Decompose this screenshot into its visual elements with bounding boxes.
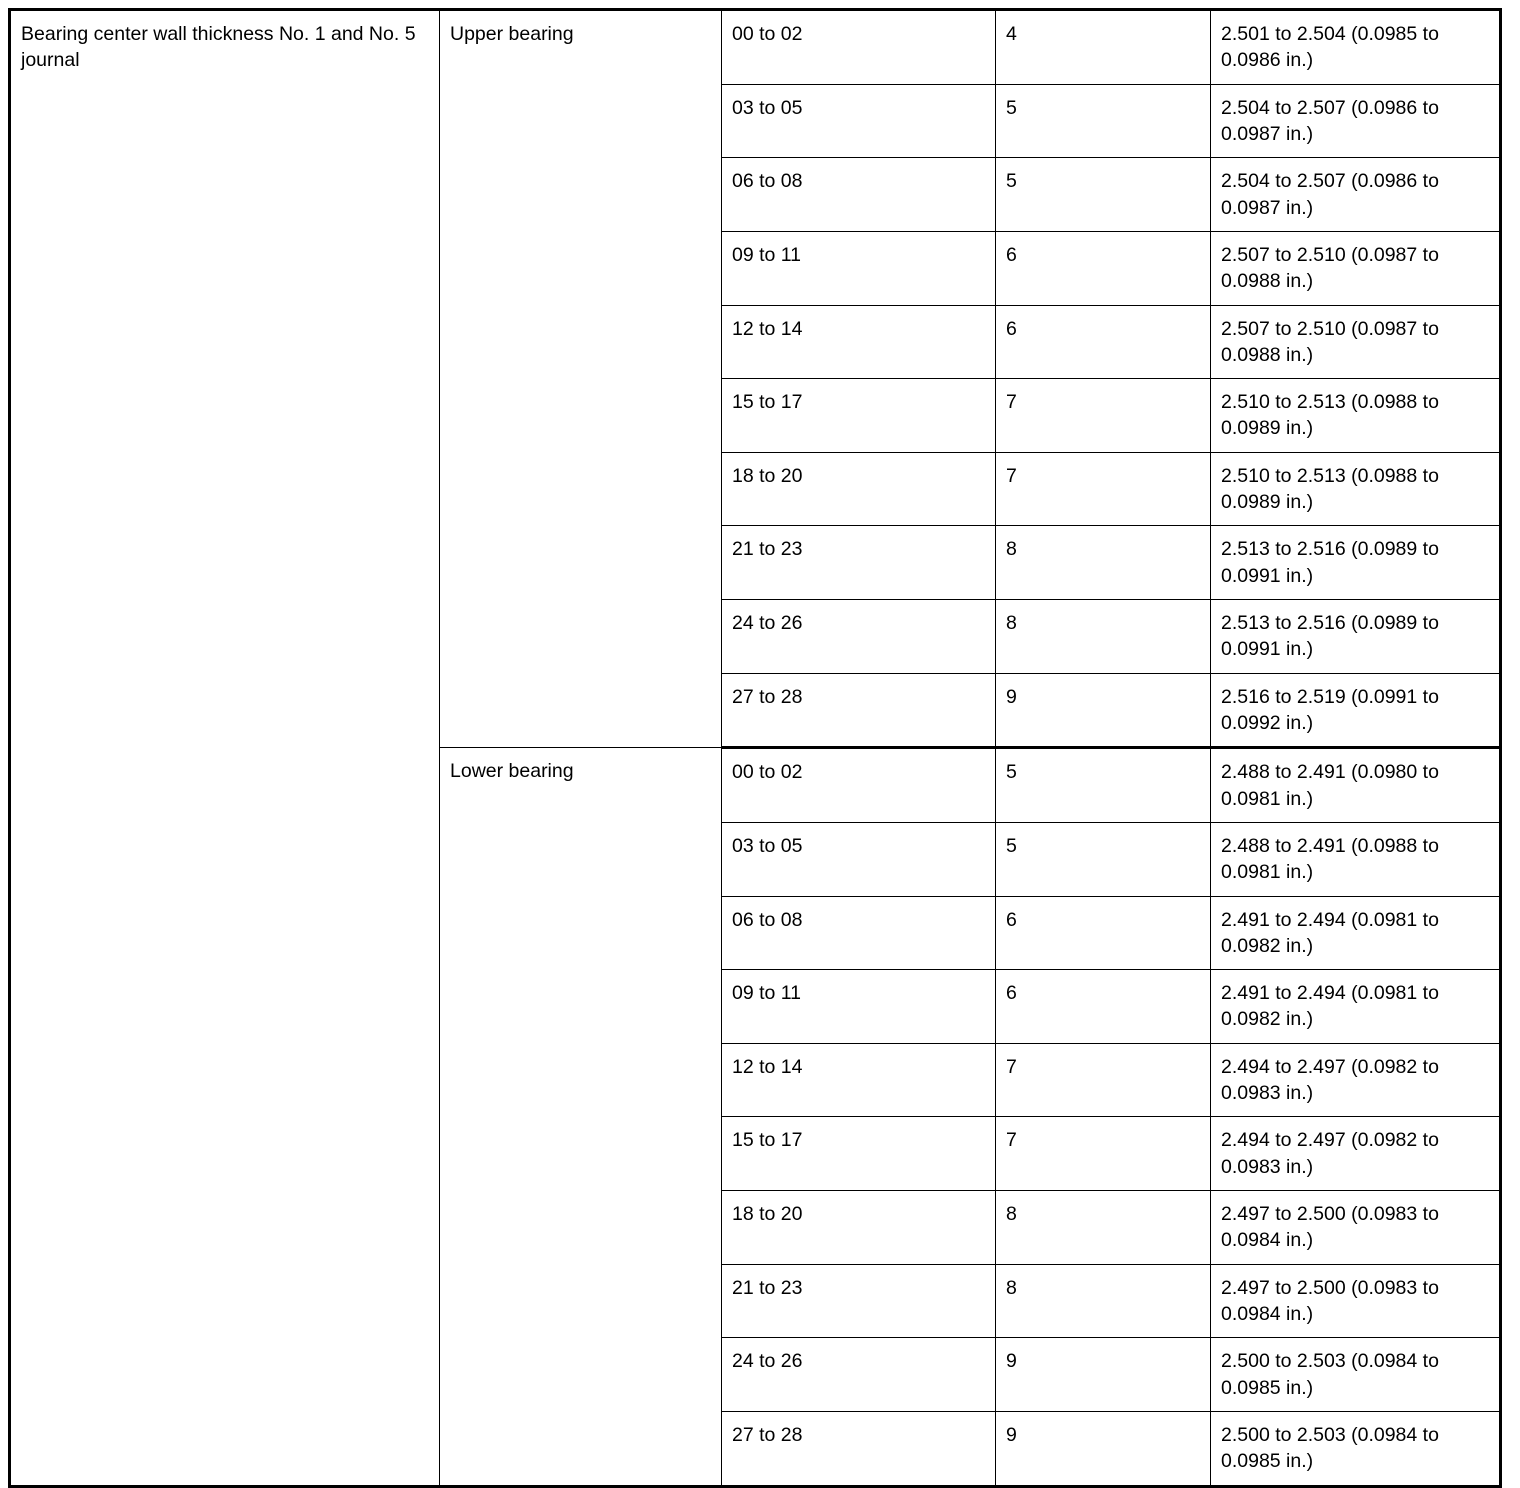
cell-mark-range: 24 to 26 [722, 1338, 996, 1412]
table-body [10, 10, 1501, 1487]
cell-grade: 8 [996, 526, 1211, 600]
cell-grade: 7 [996, 1043, 1211, 1117]
cell-mark-range: 03 to 05 [722, 84, 996, 158]
cell-mark-range: 09 to 11 [722, 231, 996, 305]
cell-thickness: 2.491 to 2.494 (0.0981 to 0.0982 in.) [1211, 970, 1501, 1044]
cell-grade: 7 [996, 1117, 1211, 1191]
cell-thickness: 2.500 to 2.503 (0.0984 to 0.0985 in.) [1211, 1411, 1501, 1486]
cell-grade: 9 [996, 1338, 1211, 1412]
cell-grade: 8 [996, 1264, 1211, 1338]
bearing-group-label: Upper bearing [440, 10, 722, 748]
cell-thickness: 2.507 to 2.510 (0.0987 to 0.0988 in.) [1211, 305, 1501, 379]
cell-thickness: 2.504 to 2.507 (0.0986 to 0.0987 in.) [1211, 84, 1501, 158]
cell-grade: 9 [996, 1411, 1211, 1486]
cell-thickness: 2.513 to 2.516 (0.0989 to 0.0991 in.) [1211, 526, 1501, 600]
cell-mark-range: 27 to 28 [722, 673, 996, 748]
cell-grade: 8 [996, 1191, 1211, 1265]
cell-grade: 7 [996, 452, 1211, 526]
cell-grade: 9 [996, 673, 1211, 748]
cell-mark-range: 21 to 23 [722, 526, 996, 600]
cell-grade: 4 [996, 10, 1211, 85]
cell-thickness: 2.507 to 2.510 (0.0987 to 0.0988 in.) [1211, 231, 1501, 305]
cell-thickness: 2.510 to 2.513 (0.0988 to 0.0989 in.) [1211, 379, 1501, 453]
cell-mark-range: 09 to 11 [722, 970, 996, 1044]
cell-mark-range: 15 to 17 [722, 1117, 996, 1191]
cell-mark-range: 00 to 02 [722, 748, 996, 823]
cell-thickness: 2.488 to 2.491 (0.0980 to 0.0981 in.) [1211, 748, 1501, 823]
cell-mark-range: 15 to 17 [722, 379, 996, 453]
cell-mark-range: 21 to 23 [722, 1264, 996, 1338]
cell-mark-range: 00 to 02 [722, 10, 996, 85]
cell-grade: 5 [996, 158, 1211, 232]
bearing-thickness-table [8, 8, 1502, 1488]
cell-mark-range: 18 to 20 [722, 1191, 996, 1265]
cell-grade: 5 [996, 748, 1211, 823]
table-row [10, 10, 1501, 85]
cell-thickness: 2.510 to 2.513 (0.0988 to 0.0989 in.) [1211, 452, 1501, 526]
cell-thickness: 2.504 to 2.507 (0.0986 to 0.0987 in.) [1211, 158, 1501, 232]
cell-grade: 5 [996, 84, 1211, 158]
cell-thickness: 2.501 to 2.504 (0.0985 to 0.0986 in.) [1211, 10, 1501, 85]
cell-mark-range: 12 to 14 [722, 1043, 996, 1117]
row-header-label: Bearing center wall thickness No. 1 and No. 5 journal [10, 10, 440, 1487]
cell-mark-range: 06 to 08 [722, 158, 996, 232]
cell-grade: 6 [996, 231, 1211, 305]
cell-grade: 8 [996, 600, 1211, 674]
cell-thickness: 2.491 to 2.494 (0.0981 to 0.0982 in.) [1211, 896, 1501, 970]
cell-thickness: 2.488 to 2.491 (0.0988 to 0.0981 in.) [1211, 822, 1501, 896]
cell-thickness: 2.494 to 2.497 (0.0982 to 0.0983 in.) [1211, 1117, 1501, 1191]
cell-grade: 6 [996, 896, 1211, 970]
cell-thickness: 2.497 to 2.500 (0.0983 to 0.0984 in.) [1211, 1264, 1501, 1338]
cell-grade: 6 [996, 970, 1211, 1044]
cell-mark-range: 12 to 14 [722, 305, 996, 379]
cell-mark-range: 27 to 28 [722, 1411, 996, 1486]
document-page [0, 8, 1520, 1473]
cell-thickness: 2.516 to 2.519 (0.0991 to 0.0992 in.) [1211, 673, 1501, 748]
cell-mark-range: 24 to 26 [722, 600, 996, 674]
cell-thickness: 2.494 to 2.497 (0.0982 to 0.0983 in.) [1211, 1043, 1501, 1117]
cell-thickness: 2.497 to 2.500 (0.0983 to 0.0984 in.) [1211, 1191, 1501, 1265]
cell-grade: 7 [996, 379, 1211, 453]
cell-grade: 5 [996, 822, 1211, 896]
cell-mark-range: 03 to 05 [722, 822, 996, 896]
cell-mark-range: 06 to 08 [722, 896, 996, 970]
bearing-group-label: Lower bearing [440, 748, 722, 1486]
cell-mark-range: 18 to 20 [722, 452, 996, 526]
cell-thickness: 2.513 to 2.516 (0.0989 to 0.0991 in.) [1211, 600, 1501, 674]
cell-thickness: 2.500 to 2.503 (0.0984 to 0.0985 in.) [1211, 1338, 1501, 1412]
cell-grade: 6 [996, 305, 1211, 379]
